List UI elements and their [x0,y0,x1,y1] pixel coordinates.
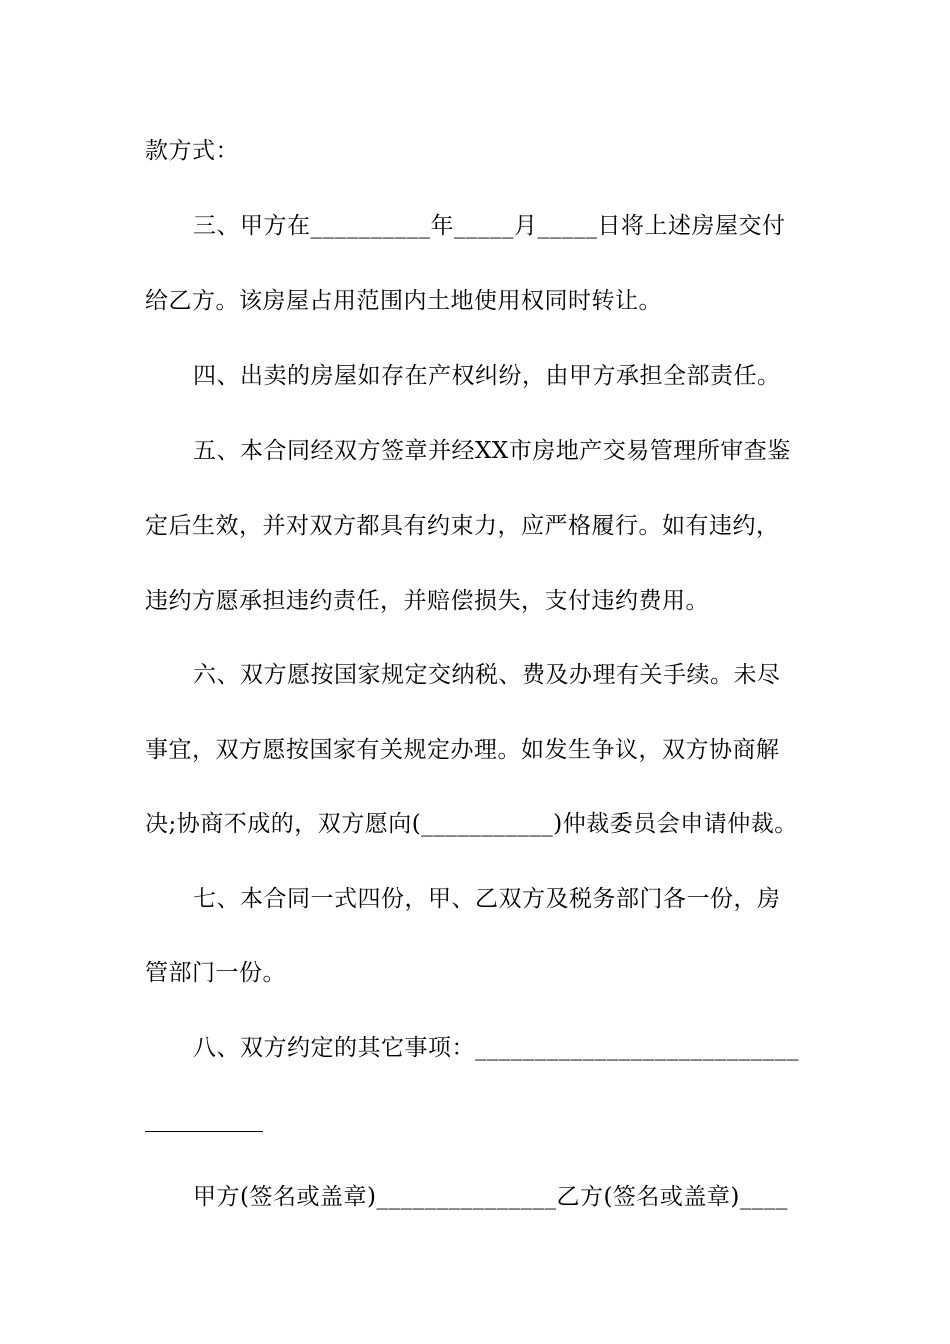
clause-8: 八、双方约定的其它事项：___________________________ [193,1035,799,1061]
signature-line: 甲方(签名或盖章)_______________乙方(签名或盖章)____ [193,1184,788,1210]
clause-4: 四、出卖的房屋如存在产权纠纷，由甲方承担全部责任。 [193,363,781,389]
clause-6-line-2: 事宜，双方愿按国家有关规定办理。如发生争议，双方协商解 [145,737,780,763]
clause-5-line-2: 定后生效，并对双方都具有约束力，应严格履行。如有违约， [145,513,780,539]
clause-7-line-1: 七、本合同一式四份，甲、乙双方及税务部门各一份，房 [193,886,781,912]
clause-3-line-2: 给乙方。该房屋占用范围内土地使用权同时转让。 [145,288,662,314]
clause-8-blank-continuation [145,1131,263,1132]
clause-7-line-2: 管部门一份。 [145,960,286,986]
clause-5-line-3: 违约方愿承担违约责任，并赔偿损失，支付违约费用。 [145,588,709,614]
clause-6-line-3: 决;协商不成的，双方愿向(___________)仲裁委员会申请仲裁。 [145,811,798,837]
text-line-payment-method: 款方式： [145,138,239,164]
clause-5-line-1: 五、本合同经双方签章并经XX市房地产交易管理所审查鉴 [193,438,791,464]
clause-6-line-1: 六、双方愿按国家规定交纳税、费及办理有关手续。未尽 [193,662,781,688]
clause-3-line-1: 三、甲方在__________年_____月_____日将上述房屋交付 [193,213,786,239]
